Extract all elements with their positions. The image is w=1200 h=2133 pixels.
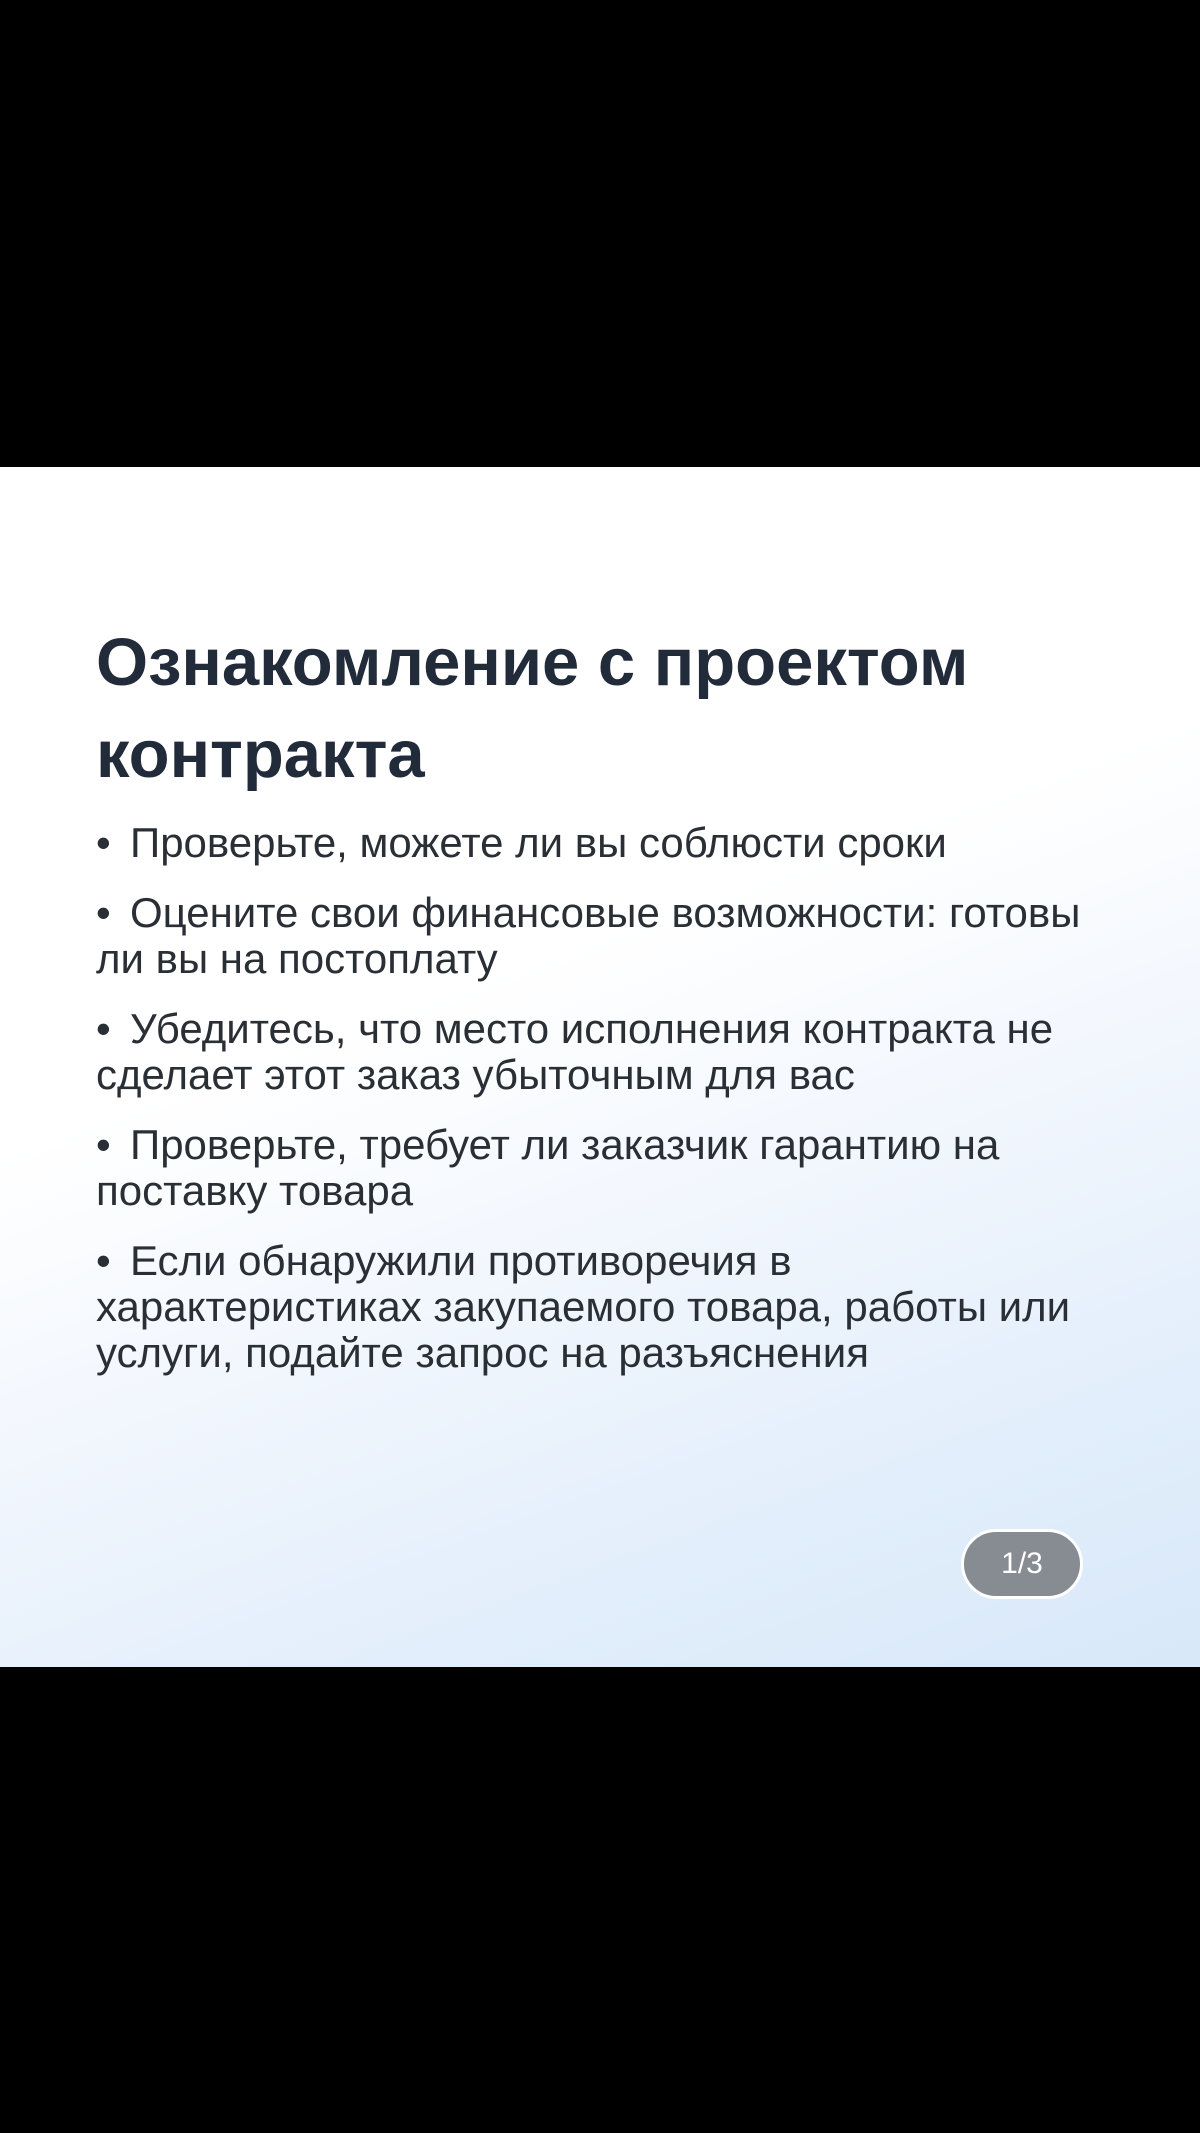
- bullet-item: [96, 1006, 1106, 1098]
- slide-image[interactable]: [0, 467, 1200, 1667]
- bullet-list: [96, 820, 1106, 1400]
- bullet-marker: •: [96, 889, 111, 936]
- bullet-marker: •: [96, 1121, 111, 1168]
- slide-title: Ознакомление с проектом контракта: [96, 625, 969, 792]
- bullet-item: [96, 890, 1106, 982]
- bullet-marker: •: [96, 819, 111, 866]
- bullet-marker: •: [96, 1005, 111, 1052]
- page-indicator-label: 1/3: [1001, 1547, 1043, 1580]
- bullet-marker: •: [96, 1237, 111, 1284]
- bullet-item: [96, 1122, 1106, 1214]
- bullet-text: Оцените свои финансовые возможности: готовы ли вы на постоплату: [96, 889, 1081, 982]
- bullet-text: Проверьте, требует ли заказчик гарантию на поставку товара: [96, 1121, 1000, 1214]
- page-indicator: [961, 1529, 1083, 1599]
- bullet-item: [96, 1238, 1106, 1376]
- bullet-text: Если обнаружили противоречия в характеристиках закупаемого товара, работы или услуги, подайте запрос на разъяснения: [96, 1237, 1071, 1376]
- bullet-item: [96, 820, 1106, 866]
- bullet-text: Убедитесь, что место исполнения контракта не сделает этот заказ убыточным для вас: [96, 1005, 1054, 1098]
- bullet-text: Проверьте, можете ли вы соблюсти сроки: [130, 819, 947, 866]
